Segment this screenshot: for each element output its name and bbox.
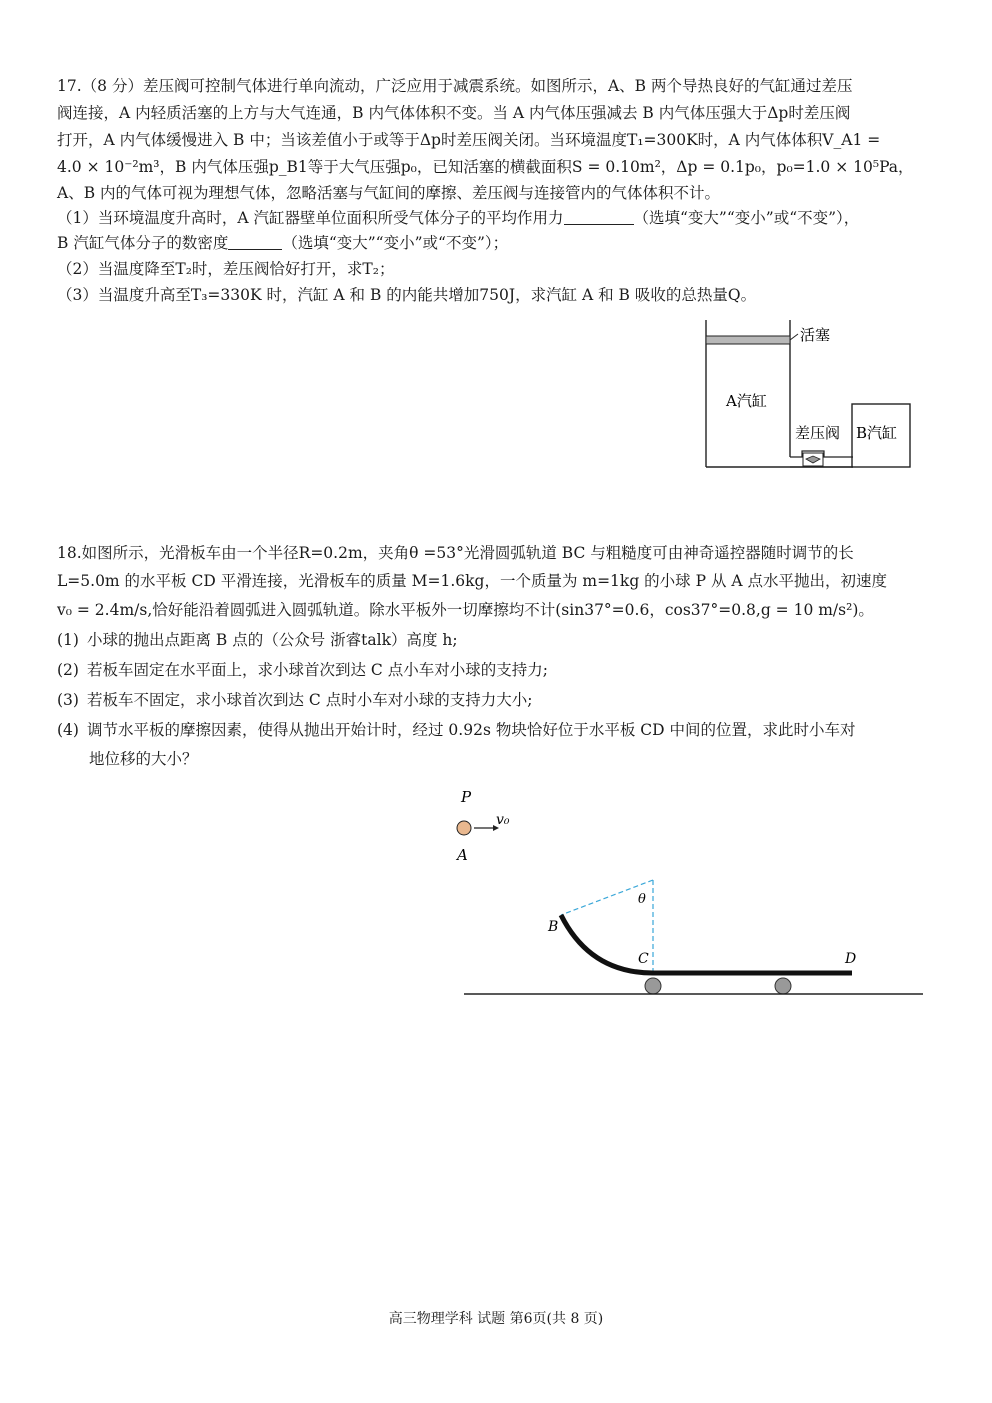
q17-stem-line-4: 4.0 × 10⁻²m³，B 内气体压强p_B1等于大气压强p₀，已知活塞的横截面积S = 0.10m²，Δp = 0.1p₀，p₀=1.0 × 10⁵Pa，: [57, 158, 914, 176]
q17-figure-cylinders: [690, 310, 930, 480]
q17-stem-line-5: A、B 内的气体可视为理想气体，忽略活塞与气缸间的摩擦、差压阀与连接管内的气体体积不计。: [57, 184, 721, 202]
label-c: C: [638, 951, 649, 967]
piston-leader-line: [790, 334, 798, 340]
piston: [706, 336, 790, 344]
item-number: (4): [57, 721, 79, 739]
q18-item-4: [57, 720, 937, 740]
q18-stem-line-1: 18.如图所示，光滑板车由一个半径R=0.2m，夹角θ =53°光滑圆弧轨道 BC 与粗糙度可由神奇遥控器随时调节的长: [57, 544, 854, 562]
q17-sub1-text-c: B 汽缸气体分子的数密度: [57, 234, 229, 252]
label-a: A: [457, 846, 468, 864]
cylinder-a-label: A汽缸: [726, 392, 767, 410]
page-footer: 高三物理学科 试题 第6页(共 8 页): [388, 1311, 604, 1327]
label-p: P: [461, 788, 472, 806]
piston-label: 活塞: [800, 326, 831, 344]
q18-item-4-continuation: 地位移的大小？: [89, 750, 198, 768]
item-number: (3): [57, 691, 79, 709]
q17-sub1-line-2: [57, 233, 937, 253]
q17-sub3: （3）当温度升高至T₃=330K 时，汽缸 A 和 B 的内能共增加750J，求汽缸 A 和 B 吸收的总热量Q。: [57, 286, 757, 304]
item-text: 若板车不固定，求小球首次到达 C 点时小车对小球的支持力大小;: [87, 691, 533, 709]
wheel-right: [775, 978, 791, 994]
q17-stem-line-3: 打开，A 内气体缓慢进入 B 中；当该差值小于或等于Δp时差压阀关闭。当环境温度T₁=300K时，A 内气体体积V_A1 =: [57, 131, 881, 149]
ball-p: [457, 821, 471, 835]
q17-sub1-text-d: （选填“变大”“变小”或“不变”）；: [282, 234, 509, 252]
label-v0: v₀: [496, 812, 510, 828]
q18-item-3: [57, 690, 937, 710]
answer-blank-2[interactable]: [228, 235, 282, 250]
q17-sub2: （2）当温度降至T₂时，差压阀恰好打开，求T₂；: [57, 260, 395, 278]
label-theta: θ: [638, 892, 646, 907]
q17-sub1-line-1: [57, 208, 937, 228]
valve-label: 差压阀: [795, 424, 841, 442]
label-d: D: [845, 951, 857, 967]
answer-blank-1[interactable]: [564, 210, 634, 225]
item-number: (1): [57, 631, 79, 649]
q18-item-2: [57, 660, 937, 680]
q18-item-1: [57, 630, 937, 650]
item-text: 小球的抛出点距离 B 点的（公众号 浙睿talk）高度 h;: [87, 631, 458, 649]
q18-stem-line-3: v₀ = 2.4m/s,恰好能沿着圆弧进入圆弧轨道。除水平板外一切摩擦均不计(sin37°=0.6，cos37°=0.8,g = 10 m/s²)。: [57, 601, 874, 619]
item-text: 若板车固定在水平面上，求小球首次到达 C 点小车对小球的支持力;: [87, 661, 548, 679]
cylinder-b-label: B汽缸: [856, 424, 898, 442]
wheel-left: [645, 978, 661, 994]
q17-sub1-text-a: （1）当环境温度升高时，A 汽缸器壁单位面积所受气体分子的平均作用力: [57, 209, 564, 227]
item-number: (2): [57, 661, 79, 679]
label-b: B: [548, 919, 559, 935]
q18-figure-board-car: [440, 780, 940, 1010]
q17-sub1-text-b: （选填“变大”“变小”或“不变”），: [633, 209, 860, 227]
q17-stem-line-2: 阀连接，A 内轻质活塞的上方与大气连通，B 内气体体积不变。当 A 内气体压强减去 B 内气体压强大于Δp时差压阀: [57, 104, 851, 122]
q18-stem-line-2: L=5.0m 的水平板 CD 平滑连接，光滑板车的质量 M=1.6kg，一个质量为 m=1kg 的小球 P 从 A 点水平抛出，初速度: [57, 572, 887, 590]
q17-stem-line-1: 17.（8 分）差压阀可控制气体进行单向流动，广泛应用于减震系统。如图所示，A、B 两个导热良好的气缸通过差压: [57, 77, 853, 95]
item-text: 调节水平板的摩擦因素，使得从抛出开始计时，经过 0.92s 物块恰好位于水平板 CD 中间的位置，求此时小车对: [87, 721, 856, 739]
